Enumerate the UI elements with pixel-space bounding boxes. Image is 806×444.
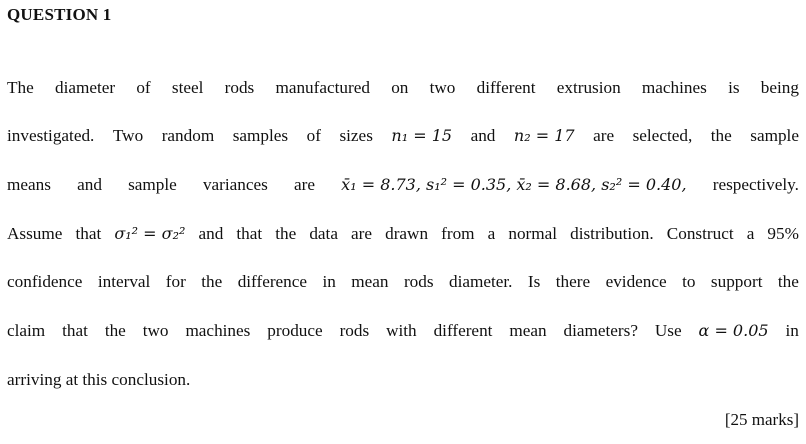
question-word: are	[294, 175, 315, 194]
question-word: extrusion	[556, 78, 621, 97]
question-word: support	[710, 272, 763, 291]
question-word: that	[236, 224, 263, 243]
question-word: sizes	[339, 126, 373, 145]
math-expression: σ₁² = σ₂²	[114, 224, 186, 243]
question-word: of	[306, 126, 321, 145]
question-word: drawn	[385, 224, 429, 243]
question-word: evidence	[605, 272, 667, 291]
question-word: rods	[339, 321, 370, 340]
question-word: a	[487, 224, 496, 243]
question-line-4	[7, 223, 799, 245]
question-word: Is	[527, 272, 541, 291]
question-word: for	[165, 272, 186, 291]
question-word: the	[104, 321, 126, 340]
question-word: in	[785, 321, 799, 340]
question-word: and	[77, 175, 102, 194]
math-expression: n₁ = 15	[391, 126, 453, 145]
question-word: of	[136, 78, 151, 97]
question-word: diameter.	[449, 272, 513, 291]
question-word: from	[441, 224, 475, 243]
question-word: machines	[185, 321, 251, 340]
question-word: data	[309, 224, 338, 243]
marks-label: [25 marks]	[724, 410, 799, 429]
question-word: a	[746, 224, 755, 243]
question-word: investigated.	[7, 126, 95, 145]
math-expression: x̄₁ = 8.73, s₁² = 0.35, x̄₂ = 8.68, s₂² = 0.40,	[341, 175, 687, 194]
question-word: manufactured	[275, 78, 370, 97]
question-word: different	[476, 78, 536, 97]
question-word: with	[386, 321, 417, 340]
question-word: the	[275, 224, 297, 243]
question-word: and	[470, 126, 496, 145]
question-word: variances	[202, 175, 268, 194]
question-word: the	[710, 126, 732, 145]
question-word: Construct	[666, 224, 734, 243]
question-word: different	[433, 321, 493, 340]
question-word: means	[7, 175, 51, 194]
question-word: sample	[750, 126, 799, 145]
question-word: diameter	[54, 78, 116, 97]
question-word: steel	[171, 78, 204, 97]
question-word: diameters?	[563, 321, 638, 340]
question-line-5	[7, 271, 799, 293]
question-word: random	[161, 126, 215, 145]
question-word: selected,	[632, 126, 693, 145]
math-expression: n₂ = 17	[513, 126, 575, 145]
question-word: being	[760, 78, 799, 97]
question-word: the	[777, 272, 799, 291]
question-heading: QUESTION 1	[7, 5, 112, 24]
question-word: Assume	[7, 224, 63, 243]
question-word: The	[7, 78, 34, 97]
question-word: are	[593, 126, 615, 145]
question-word: is	[728, 78, 740, 97]
question-line-3	[7, 174, 799, 196]
question-word: and	[198, 224, 224, 243]
question-word: mean	[509, 321, 547, 340]
question-word: on	[391, 78, 409, 97]
question-word: two	[429, 78, 456, 97]
question-word: machines	[641, 78, 707, 97]
question-word: are	[351, 224, 373, 243]
question-word: distribution.	[570, 224, 654, 243]
question-word: arriving at this conclusion.	[7, 370, 191, 389]
question-line-6	[7, 320, 799, 342]
question-word: there	[555, 272, 591, 291]
question-word: two	[142, 321, 169, 340]
question-word: rods	[403, 272, 434, 291]
question-word: 95%	[767, 224, 799, 243]
question-word: produce	[267, 321, 323, 340]
question-word: samples	[232, 126, 289, 145]
question-word: respectively.	[712, 175, 799, 194]
question-word: to	[682, 272, 696, 291]
question-line-7	[7, 369, 799, 391]
math-expression: α = 0.05	[698, 321, 769, 340]
question-line-2	[7, 125, 799, 147]
question-word: in	[322, 272, 336, 291]
question-word: claim	[7, 321, 46, 340]
question-word: that	[62, 321, 88, 340]
question-word: difference	[237, 272, 308, 291]
question-word: the	[201, 272, 223, 291]
question-word: mean	[351, 272, 389, 291]
question-word: sample	[128, 175, 177, 194]
question-word: interval	[97, 272, 151, 291]
question-word: Two	[112, 126, 144, 145]
question-line-1	[7, 77, 799, 99]
question-word: normal	[508, 224, 558, 243]
question-word: Use	[654, 321, 682, 340]
question-word: confidence	[7, 272, 83, 291]
question-word: that	[75, 224, 102, 243]
question-word: rods	[224, 78, 255, 97]
